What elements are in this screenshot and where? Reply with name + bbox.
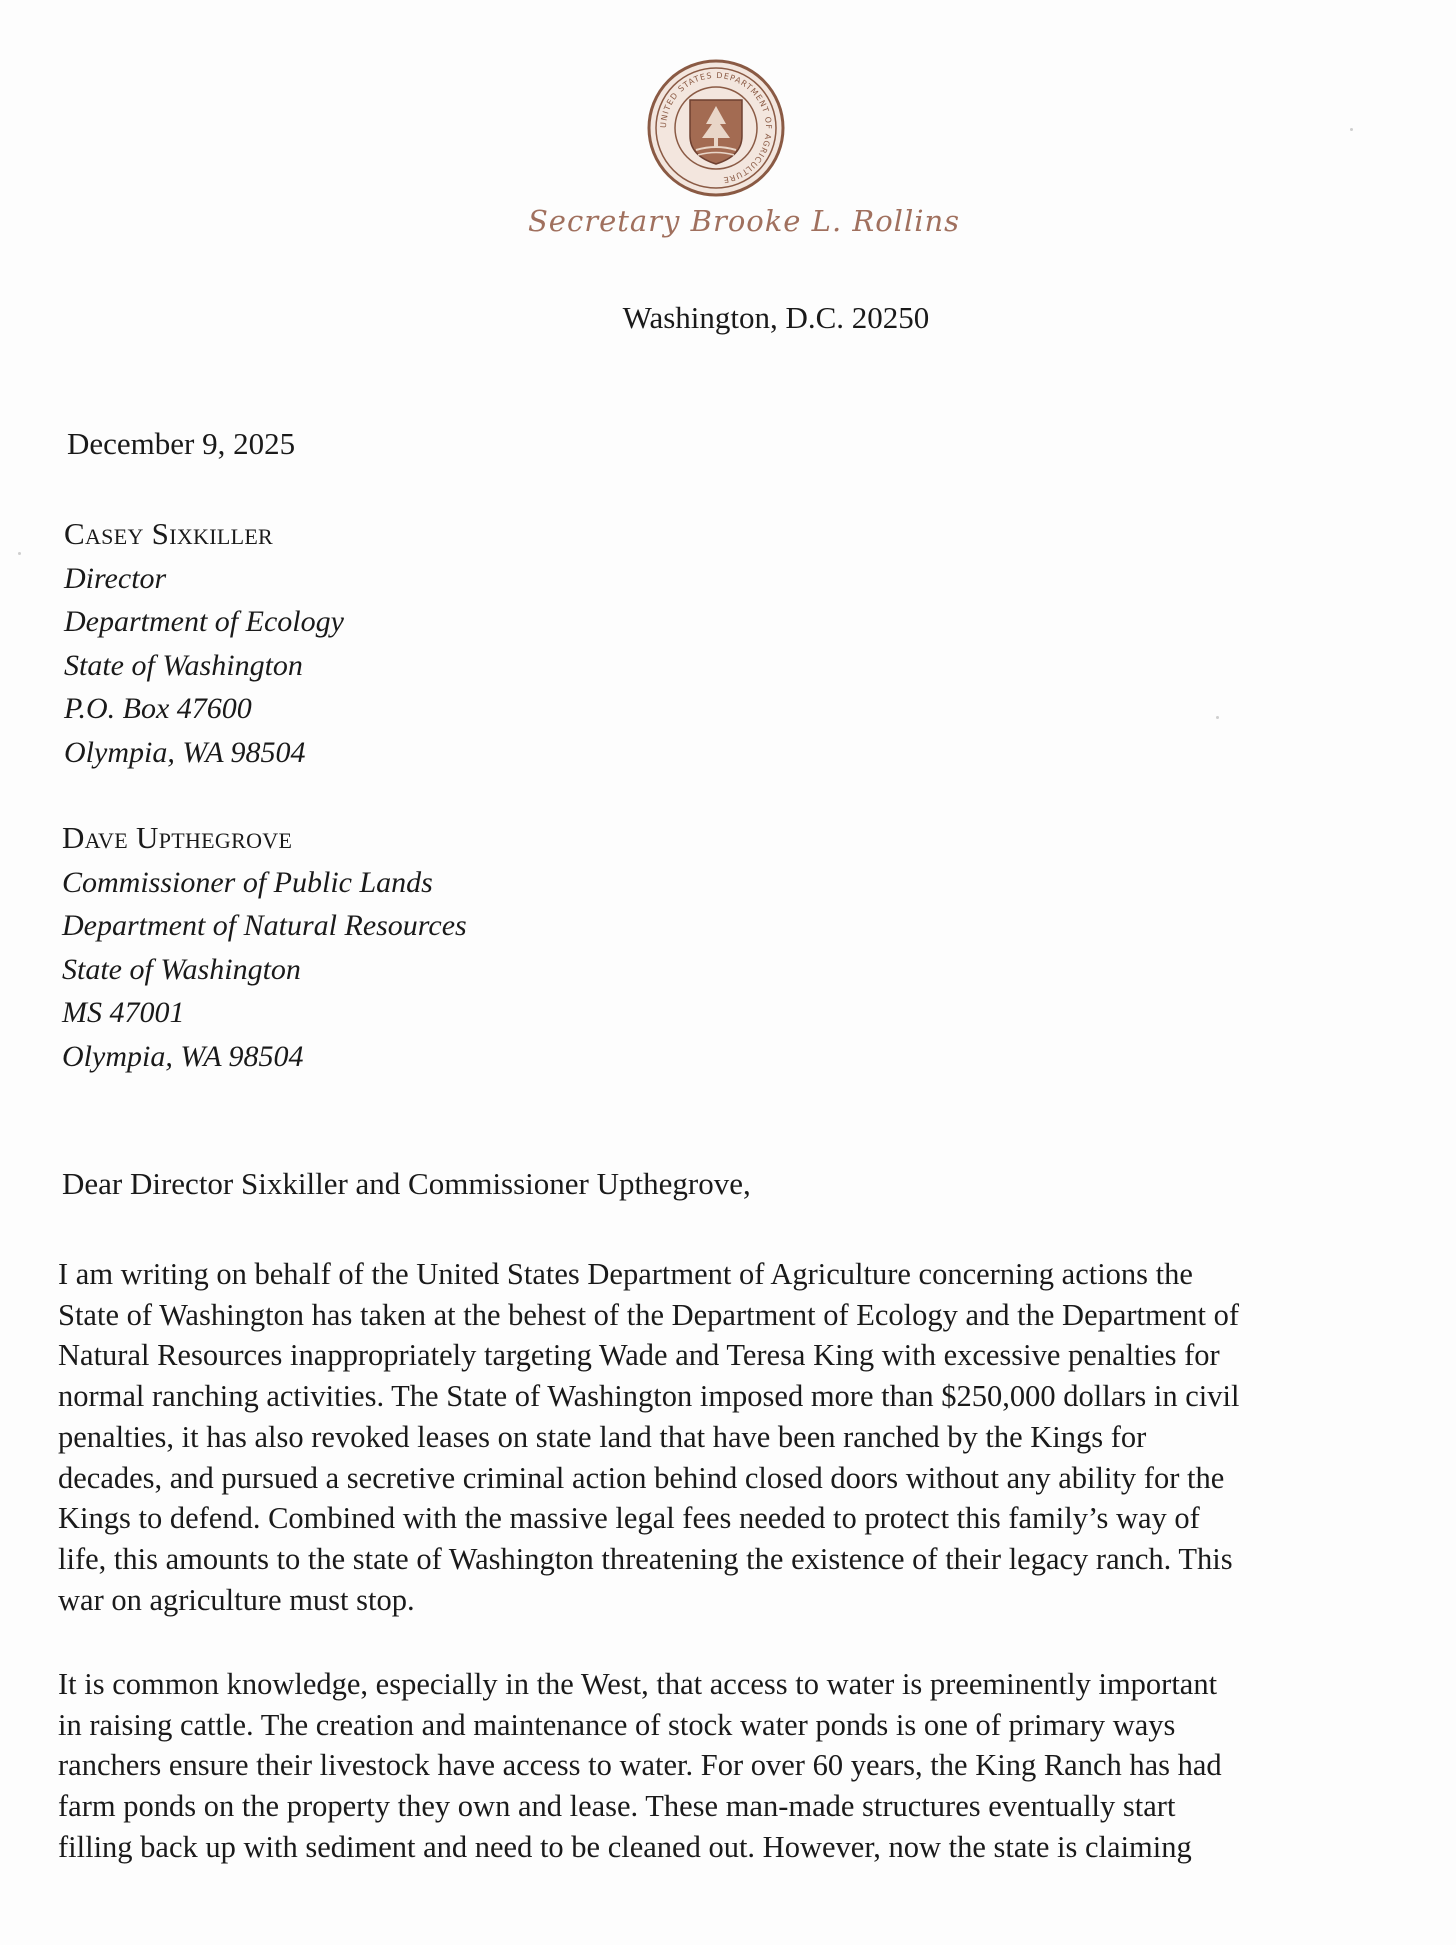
- recipient-address-1: [64, 512, 344, 774]
- paragraph-line: decades, and pursued a secretive criminal action behind closed doors without any ability for the: [58, 1460, 1225, 1495]
- paragraph-line: State of Washington has taken at the behest of the Department of Ecology and the Department of: [58, 1297, 1240, 1332]
- recipient-address-2: [62, 816, 467, 1078]
- paragraph-line: farm ponds on the property they own and lease. These man-made structures eventually start: [58, 1789, 1176, 1824]
- recipient-city: Olympia, WA 98504: [62, 1039, 304, 1073]
- usda-seal-icon: [646, 58, 786, 198]
- body-paragraph-1: [58, 1254, 1348, 1620]
- paragraph-line: life, this amounts to the state of Washington threatening the existence of their legacy ranch. This: [58, 1541, 1233, 1576]
- recipient-state: State of Washington: [64, 648, 303, 682]
- paragraph-line: Kings to defend. Combined with the massive legal fees needed to protect this family’s way of: [58, 1501, 1200, 1536]
- paragraph-line: ranchers ensure their livestock have access to water. For over 60 years, the King Ranch has had: [58, 1748, 1222, 1783]
- recipient-title: Commissioner of Public Lands: [62, 865, 433, 899]
- recipient-city: Olympia, WA 98504: [64, 735, 306, 769]
- seal-ring-text: UNITED STATES DEPARTMENT OF AGRICULTURE: [658, 70, 774, 185]
- letterhead-signature: Secretary Brooke L. Rollins: [527, 204, 961, 238]
- letterhead-city: Washington, D.C. 20250: [622, 300, 930, 335]
- paragraph-line: It is common knowledge, especially in the West, that access to water is preeminently important: [58, 1667, 1218, 1701]
- salutation: Dear Director Sixkiller and Commissioner Upthegrove,: [62, 1166, 751, 1201]
- body-paragraph-2: [58, 1664, 1348, 1868]
- paragraph-line: normal ranching activities. The State of Washington imposed more than $250,000 dollars in civil: [58, 1379, 1240, 1414]
- paragraph-line: filling back up with sediment and need to be cleaned out. However, now the state is claiming: [58, 1829, 1192, 1864]
- paragraph-line: war on agriculture must stop.: [58, 1582, 415, 1617]
- recipient-name: Dave Upthegrove: [62, 820, 293, 855]
- recipient-mailstop: MS 47001: [62, 996, 185, 1029]
- recipient-box: P.O. Box 47600: [64, 692, 252, 725]
- recipient-department: Department of Natural Resources: [62, 909, 467, 942]
- paragraph-line: Natural Resources inappropriately targeting Wade and Teresa King with excessive penalties for: [58, 1338, 1220, 1373]
- scan-speck: [1350, 128, 1353, 131]
- recipient-department: Department of Ecology: [64, 605, 344, 638]
- paragraph-line: penalties, it has also revoked leases on state land that have been ranched by the Kings for: [58, 1419, 1147, 1454]
- scan-speck: [1216, 716, 1219, 719]
- recipient-state: State of Washington: [62, 952, 301, 986]
- paragraph-line: I am writing on behalf of the United States Department of Agriculture concerning actions the: [58, 1257, 1193, 1291]
- scan-speck: [18, 552, 21, 555]
- recipient-name: Casey Sixkiller: [64, 516, 274, 551]
- paragraph-line: in raising cattle. The creation and maintenance of stock water ponds is one of primary ways: [58, 1707, 1176, 1742]
- letter-date: December 9, 2025: [67, 426, 296, 461]
- recipient-title: Director: [64, 561, 167, 595]
